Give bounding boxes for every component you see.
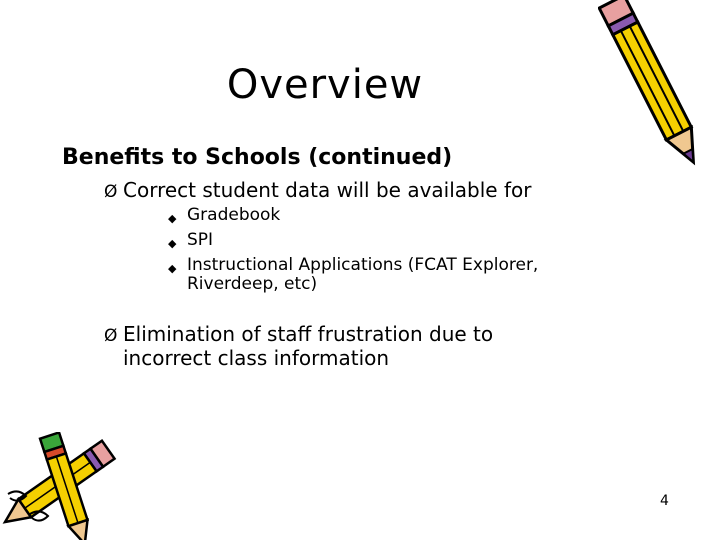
bullet-text: Correct student data will be available for: [123, 178, 532, 202]
slide-title: Overview: [226, 62, 424, 108]
diamond-bullet-icon: ◆: [168, 237, 177, 250]
sub-bullet-text: SPI: [187, 230, 214, 250]
sub-bullet-text: Gradebook: [187, 205, 281, 225]
bullet-item: [104, 179, 531, 202]
arrow-bullet-icon: Ø: [104, 182, 118, 202]
sub-bullet-text: Riverdeep, etc): [187, 274, 318, 294]
bullet-text: Elimination of staff frustration due to: [123, 322, 494, 346]
bullet-item: [104, 323, 493, 346]
arrow-bullet-icon: Ø: [104, 326, 118, 346]
section-heading: Benefits to Schools (continued): [62, 145, 453, 170]
pencils-bottom-left-icon: [0, 432, 120, 540]
sub-bullet-continuation: [168, 275, 317, 294]
sub-bullet-item: [168, 256, 538, 275]
page-number: 4: [660, 493, 669, 509]
sub-bullet-item: [168, 206, 280, 225]
bullet-text: incorrect class information: [123, 346, 390, 370]
diamond-bullet-icon: ◆: [168, 262, 177, 275]
sub-bullet-item: [168, 231, 213, 250]
sub-bullet-text: Instructional Applications (FCAT Explorer,: [187, 255, 539, 275]
bullet-continuation: [104, 347, 389, 370]
diamond-bullet-icon: ◆: [168, 212, 177, 225]
